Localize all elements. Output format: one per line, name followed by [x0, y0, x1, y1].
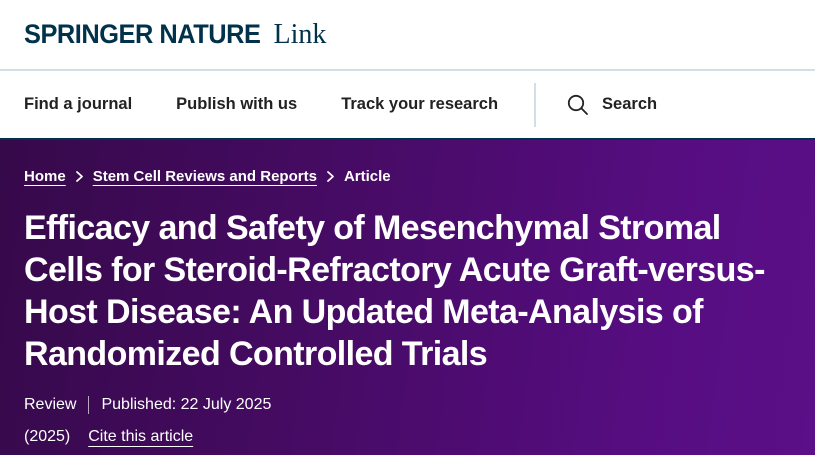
article-title: Efficacy and Safety of Mesenchymal Stromal Cells for Steroid-Refractory Acute Graft-versus-Host Disease: An Updated Meta-Analysis of Randomized Controlled Trials [24, 209, 765, 373]
article-meta [24, 396, 791, 414]
nav-find-a-journal[interactable]: Find a journal [24, 95, 133, 113]
chevron-right-icon [75, 170, 84, 183]
search-icon [566, 93, 590, 117]
article-hero [0, 140, 815, 455]
article-year: (2025) [24, 428, 71, 445]
breadcrumb [24, 168, 791, 185]
article-type-label: Review [24, 396, 77, 413]
breadcrumb-home-link[interactable]: Home [24, 168, 66, 185]
article-meta-secondary [24, 428, 791, 446]
nav-publish-with-us[interactable]: Publish with us [176, 95, 298, 113]
breadcrumb-article-current: Article [343, 168, 391, 185]
breadcrumb-journal-link[interactable]: Stem Cell Reviews and Reports [92, 168, 317, 185]
published-date: Published: 22 July 2025 [101, 396, 272, 413]
nav-track-your-research[interactable]: Track your research [341, 95, 499, 113]
meta-divider [88, 396, 89, 414]
chevron-right-icon [326, 170, 335, 183]
cite-this-article-link[interactable]: Cite this article [88, 428, 194, 445]
search-button[interactable] [566, 93, 657, 117]
logo-wordmark: SPRINGER NATURE [24, 18, 261, 49]
logo-link-suffix: Link [273, 18, 327, 50]
nav-divider [534, 83, 536, 127]
main-nav [0, 71, 815, 140]
site-header [0, 0, 815, 71]
springer-nature-link-logo[interactable] [24, 19, 326, 51]
search-label: Search [602, 95, 658, 113]
